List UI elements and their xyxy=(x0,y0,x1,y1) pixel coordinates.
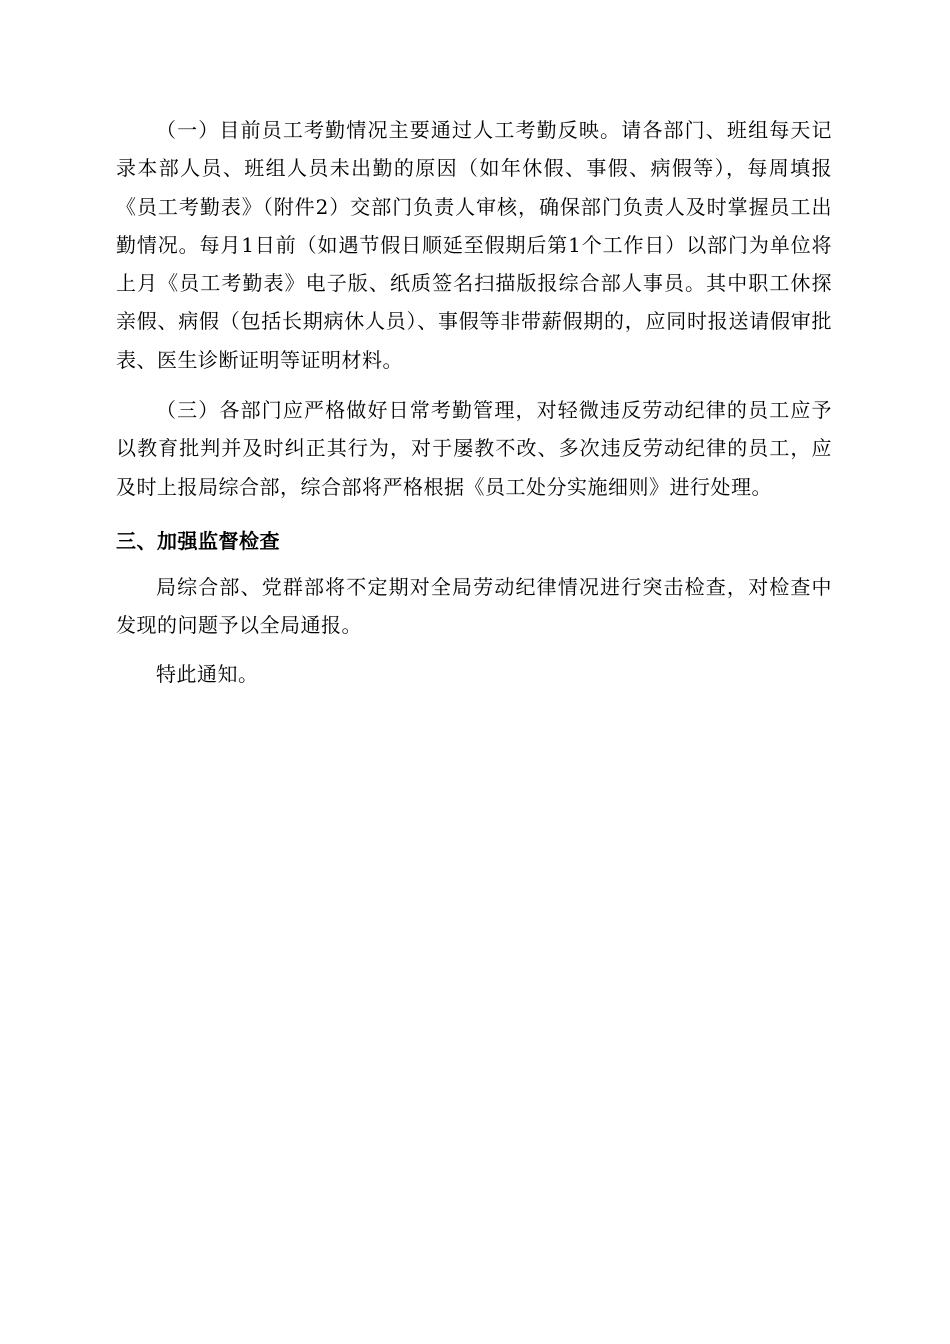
paragraph-inspection: 局综合部、党群部将不定期对全局劳动纪律情况进行突击检查，对检查中发现的问题予以全局通报。 xyxy=(116,574,832,638)
closing-notice: 特此通知。 xyxy=(156,661,259,686)
document-page xyxy=(116,111,832,703)
section-heading-supervision: 三、加强监督检查 xyxy=(116,528,280,553)
paragraph-daily-management: （三）各部门应严格做好日常考勤管理，对轻微违反劳动纪律的员工应予以教育批判并及时纠正其行为，对于屡教不改、多次违反劳动纪律的员工，应及时上报局综合部，综合部将严格根据《员工处分实施细则》进行处理。 xyxy=(116,398,832,499)
paragraph-attendance-reporting: （一）目前员工考勤情况主要通过人工考勤反映。请各部门、班组每天记录本部人员、班组人员未出勤的原因（如年休假、事假、病假等），每周填报《员工考勤表》（附件2）交部门负责人审核，确保部门负责人及时掌握员工出勤情况。每月1日前（如遇节假日顺延至假期后第1个工作日）以部门为单位将上月《员工考勤表》电子版、纸质签名扫描版报综合部人事员。其中职工休探亲假、病假（包括长期病休人员）、事假等非带薪假期的，应同时报送请假审批表、医生诊断证明等证明材料。 xyxy=(116,118,832,372)
